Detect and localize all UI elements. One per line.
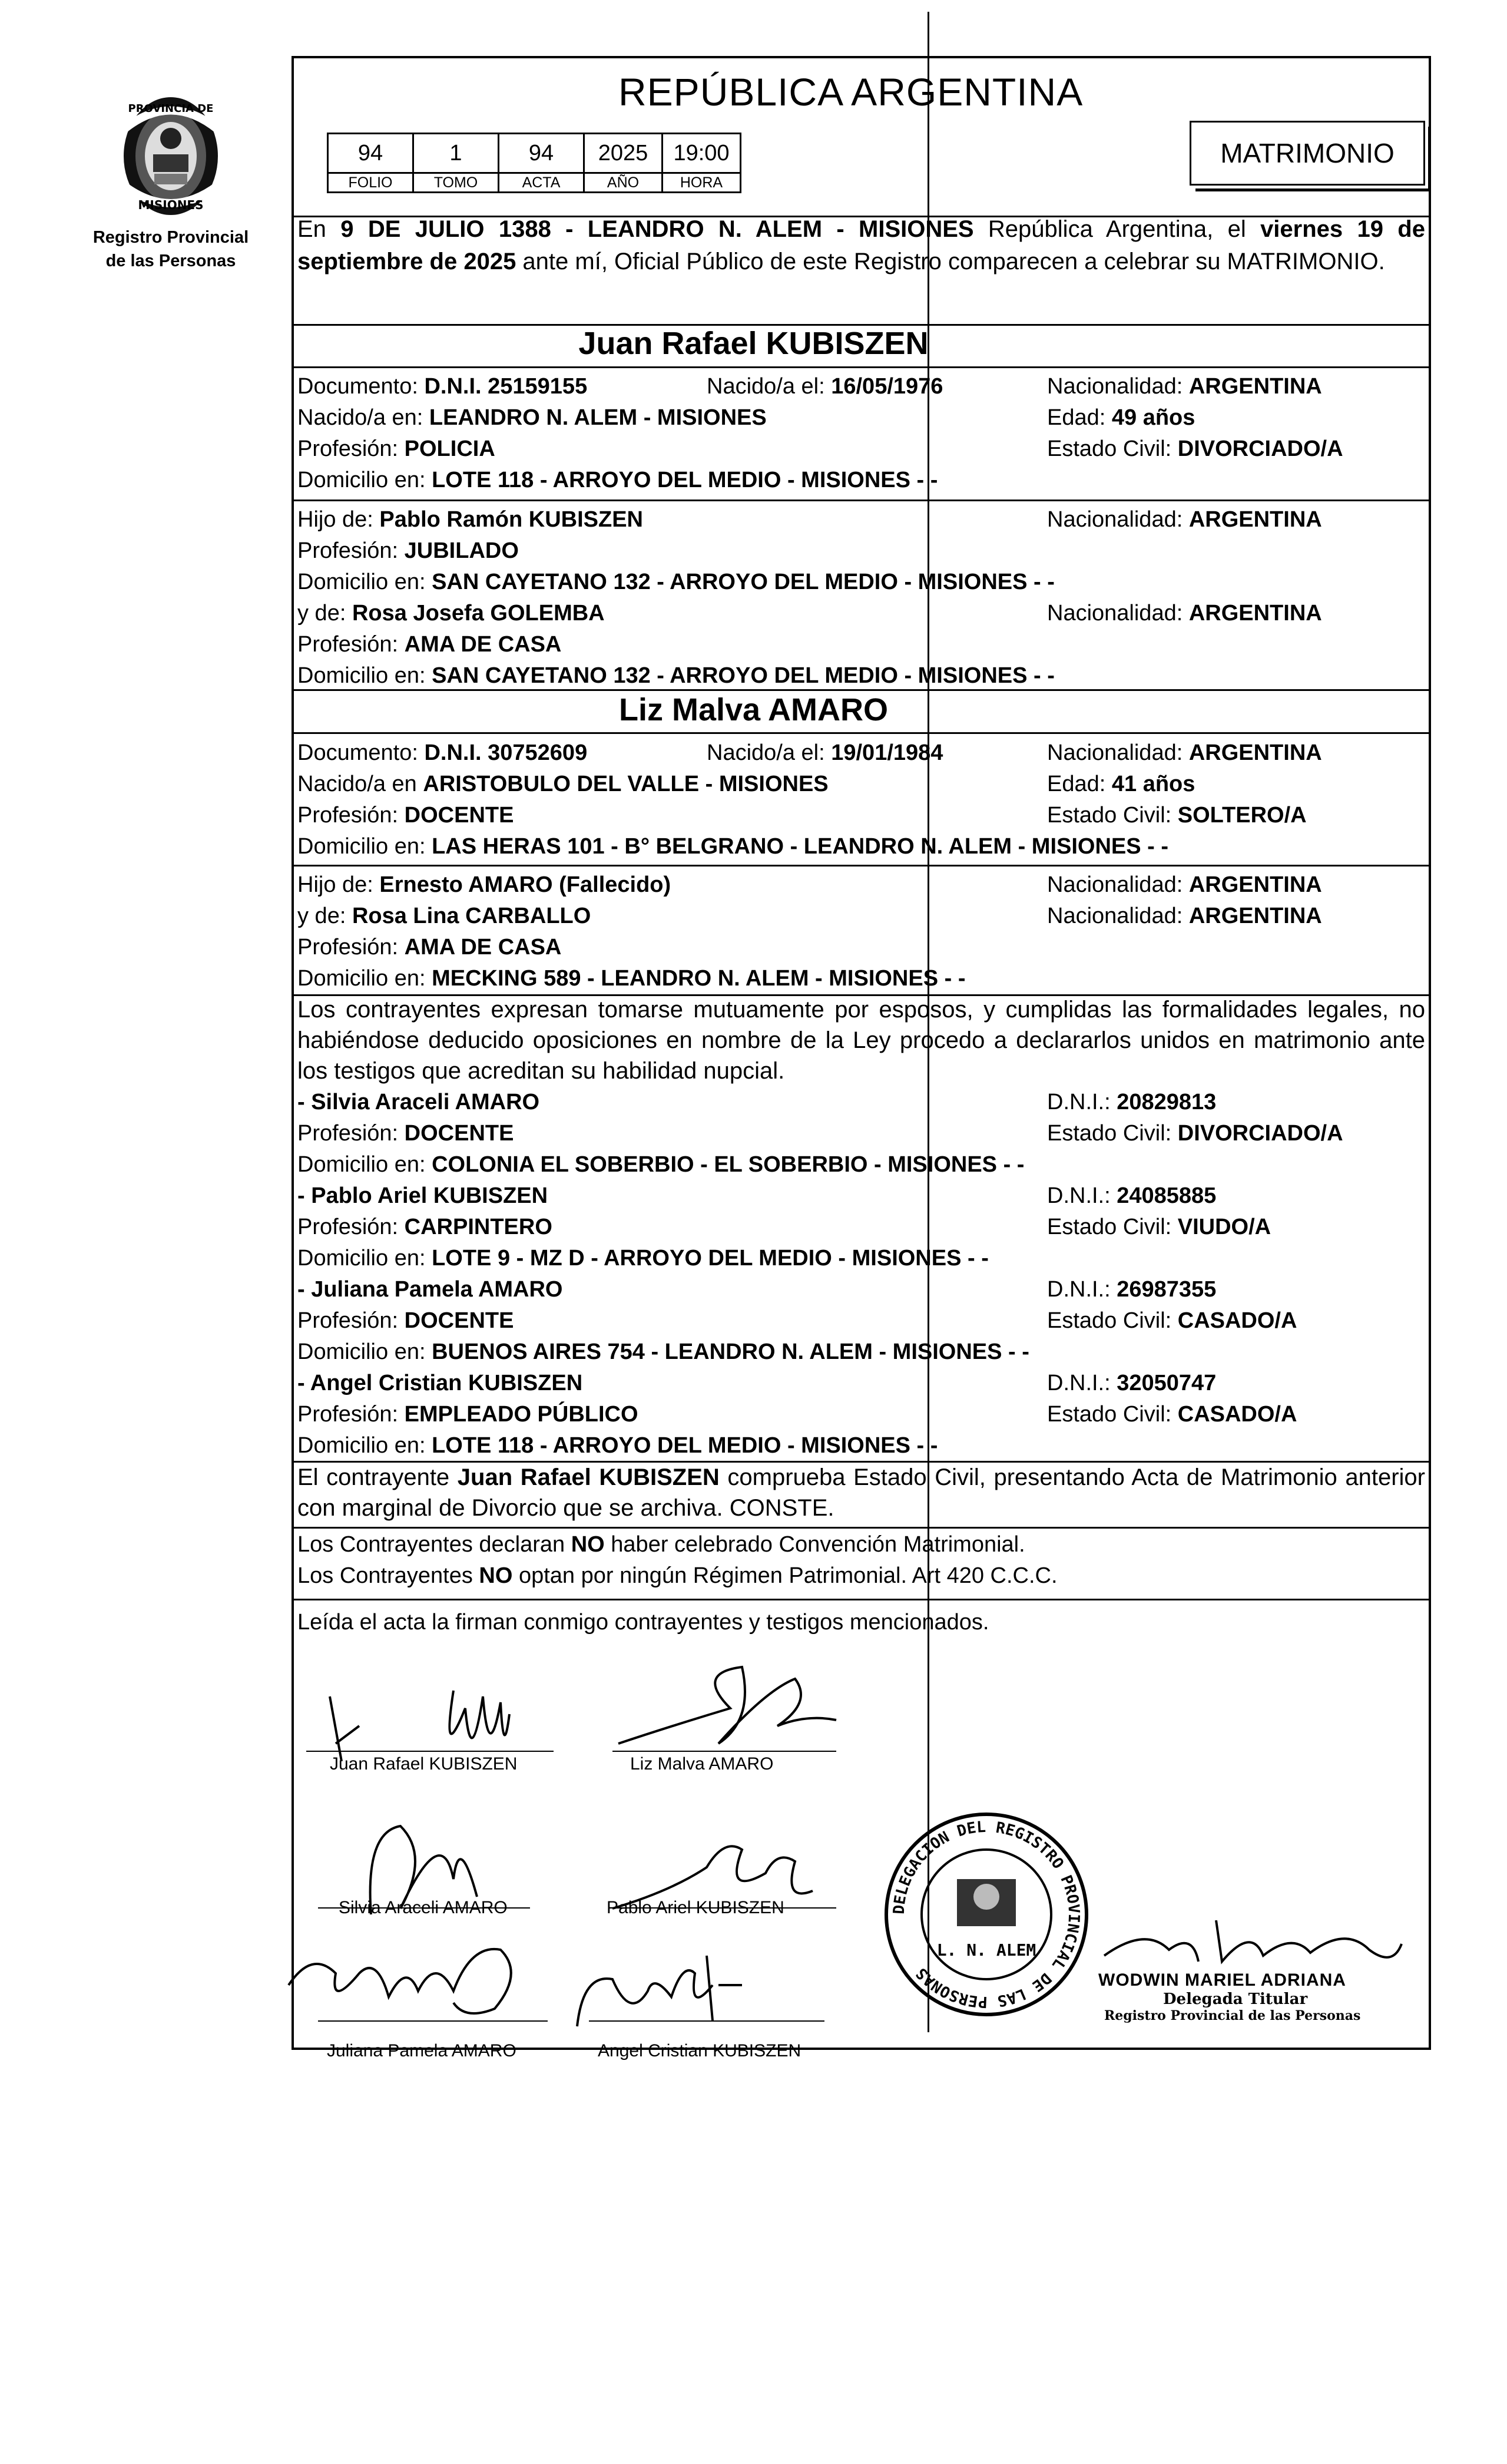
hora-value: 19:00	[663, 134, 741, 173]
registry-seal-icon	[880, 1808, 1092, 2020]
witness-3-profession: Profesión: DOCENTE	[297, 1308, 514, 1333]
witness-4-sign-label: Angel Cristian KUBISZEN	[598, 2041, 801, 2061]
registrar-name: WODWIN MARIEL ADRIANA	[1098, 1970, 1346, 1990]
tomo-value: 1	[413, 134, 499, 173]
groom-address: Domicilio en: LOTE 118 - ARROYO DEL MEDIO - MISIONES - -	[297, 468, 938, 492]
rule-closing	[292, 1599, 1431, 1600]
bride-father-nationality: Nacionalidad: ARGENTINA	[1047, 872, 1322, 897]
groom-mother: y de: Rosa Josefa GOLEMBA	[297, 601, 605, 626]
witness-2-name: - Pablo Ariel KUBISZEN	[297, 1183, 548, 1208]
witness-1-name: - Silvia Araceli AMARO	[297, 1090, 540, 1114]
registry-logo	[88, 88, 253, 271]
registrar-block	[1098, 1920, 1405, 2023]
tomo-label: TOMO	[413, 173, 499, 193]
witness-1-civil: Estado Civil: DIVORCIADO/A	[1047, 1121, 1343, 1146]
rule-regime	[292, 1527, 1431, 1529]
act-number-table	[327, 133, 741, 193]
witness-4-signature-icon	[565, 1938, 813, 2038]
acta-value: 94	[499, 134, 584, 173]
rule-bride-parents	[292, 865, 1431, 866]
bride-document: Documento: D.N.I. 30752609	[297, 740, 588, 765]
witness-2-profession: Profesión: CARPINTERO	[297, 1215, 552, 1239]
registrar-office: Registro Provincial de las Personas	[1104, 2008, 1361, 2023]
witness-1-sign-label: Silvia Araceli AMARO	[339, 1898, 508, 1917]
bride-name-title: Liz Malva AMARO	[618, 692, 889, 727]
witness-2-sign-label: Pablo Ariel KUBISZEN	[607, 1898, 784, 1917]
closing-statement: Leída el acta la firman conmigo contrayentes y testigos mencionados.	[297, 1610, 989, 1635]
groom-sign-line	[306, 1751, 554, 1752]
folio-value: 94	[328, 134, 413, 173]
act-type-box: MATRIMONIO	[1190, 121, 1425, 186]
witness-3-civil: Estado Civil: CASADO/A	[1047, 1308, 1297, 1333]
bride-birthplace: Nacido/a en ARISTOBULO DEL VALLE - MISIONES	[297, 772, 829, 796]
witness-2-dni: D.N.I.: 24085885	[1047, 1183, 1217, 1208]
groom-nationality: Nacionalidad: ARGENTINA	[1047, 374, 1322, 399]
witness-1-dni: D.N.I.: 20829813	[1047, 1090, 1217, 1114]
bride-nationality: Nacionalidad: ARGENTINA	[1047, 740, 1322, 765]
registrar-signature-icon	[1098, 1920, 1405, 1967]
bride-mother-profession: Profesión: AMA DE CASA	[297, 935, 562, 960]
convention-statement: Los Contrayentes declaran NO haber celebrado Convención Matrimonial.	[297, 1532, 1025, 1557]
declaration-paragraph: Los contrayentes expresan tomarse mutuamente por esposos, y cumplidas las formalidades legales, no habiéndose deducido oposiciones en nombre de la Ley procedo a declararlos unidos en matrimonio ante los testigos que acreditan su habilidad nupcial.	[297, 997, 1425, 1084]
bride-profession: Profesión: DOCENTE	[297, 803, 514, 828]
bride-address: Domicilio en: LAS HERAS 101 - B° BELGRANO - LEANDRO N. ALEM - MISIONES - -	[297, 834, 1169, 859]
svg-text:L. N. ALEM: L. N. ALEM	[936, 1940, 1036, 1960]
bride-sign-line	[612, 1751, 836, 1752]
bride-mother-nationality: Nacionalidad: ARGENTINA	[1047, 904, 1322, 928]
folio-label: FOLIO	[328, 173, 413, 193]
svg-text:PROVINCIA DE: PROVINCIA DE	[128, 102, 214, 115]
witness-3-address: Domicilio en: BUENOS AIRES 754 - LEANDRO N. ALEM - MISIONES - -	[297, 1340, 1029, 1364]
groom-birthdate: Nacido/a el: 16/05/1976	[707, 374, 943, 399]
witness-4-civil: Estado Civil: CASADO/A	[1047, 1402, 1297, 1427]
witness-2-civil: Estado Civil: VIUDO/A	[1047, 1215, 1271, 1239]
registrar-title: Delegada Titular	[1163, 1990, 1308, 2008]
bride-birthdate: Nacido/a el: 19/01/1984	[707, 740, 943, 765]
rule-bride-name	[292, 732, 1431, 734]
witness-4-address: Domicilio en: LOTE 118 - ARROYO DEL MEDIO - MISIONES - -	[297, 1433, 938, 1458]
intro-paragraph: En 9 DE JULIO 1388 - LEANDRO N. ALEM - MISIONES República Argentina, el viernes 19 de septiembre de 2025 ante mí, Oficial Público de este Registro comparecen a celebrar su MATRIMONIO.	[297, 216, 1425, 274]
bride-civil-status: Estado Civil: SOLTERO/A	[1047, 803, 1307, 828]
bride-mother: y de: Rosa Lina CARBALLO	[297, 904, 591, 928]
groom-document: Documento: D.N.I. 25159155	[297, 374, 588, 399]
witness-4-name: - Angel Cristian KUBISZEN	[297, 1371, 583, 1395]
witness-3-name: - Juliana Pamela AMARO	[297, 1277, 563, 1302]
groom-name-title: Juan Rafael KUBISZEN	[578, 326, 929, 361]
hora-label: HORA	[663, 173, 741, 193]
groom-age: Edad: 49 años	[1047, 405, 1195, 430]
bride-mother-address: Domicilio en: MECKING 589 - LEANDRO N. ALEM - MISIONES - -	[297, 966, 966, 991]
civil-status-note: El contrayente Juan Rafael KUBISZEN comprueba Estado Civil, presentando Acta de Matrimonio anterior con marginal de Divorcio que se archiva. CONSTE.	[297, 1464, 1425, 1521]
groom-father-address: Domicilio en: SAN CAYETANO 132 - ARROYO DEL MEDIO - MISIONES - -	[297, 570, 1055, 594]
witness-3-sign-line	[318, 2020, 548, 2022]
groom-father-profession: Profesión: JUBILADO	[297, 538, 519, 563]
rule-groom-name	[292, 366, 1431, 368]
logo-caption-1: Registro Provincial	[92, 228, 249, 247]
groom-profession: Profesión: POLICIA	[297, 436, 495, 461]
groom-mother-profession: Profesión: AMA DE CASA	[297, 632, 562, 657]
groom-mother-address: Domicilio en: SAN CAYETANO 132 - ARROYO DEL MEDIO - MISIONES - -	[297, 663, 1055, 688]
svg-text:DELEGACION DEL REGISTRO PROVIN: DELEGACION DEL REGISTRO PROVINCIAL DE LAS PERSONAS	[890, 1818, 1083, 2011]
witness-3-dni: D.N.I.: 26987355	[1047, 1277, 1217, 1302]
witness-1-profession: Profesión: DOCENTE	[297, 1121, 514, 1146]
groom-sign-label: Juan Rafael KUBISZEN	[330, 1754, 518, 1774]
province-emblem-icon	[112, 88, 230, 224]
witness-3-signature-icon	[277, 1926, 571, 2032]
bride-sign-label: Liz Malva AMARO	[630, 1754, 774, 1774]
bride-father: Hijo de: Ernesto AMARO (Fallecido)	[297, 872, 671, 897]
witness-1-address: Domicilio en: COLONIA EL SOBERBIO - EL SOBERBIO - MISIONES - -	[297, 1152, 1025, 1177]
groom-father: Hijo de: Pablo Ramón KUBISZEN	[297, 507, 644, 532]
witness-4-sign-line	[589, 2020, 824, 2022]
svg-text:MISIONES: MISIONES	[138, 198, 204, 212]
witness-2-address: Domicilio en: LOTE 9 - MZ D - ARROYO DEL MEDIO - MISIONES - -	[297, 1246, 989, 1271]
groom-civil-status: Estado Civil: DIVORCIADO/A	[1047, 436, 1343, 461]
groom-father-nationality: Nacionalidad: ARGENTINA	[1047, 507, 1322, 532]
witness-4-dni: D.N.I.: 32050747	[1047, 1371, 1217, 1395]
witness-3-sign-label: Juliana Pamela AMARO	[327, 2041, 516, 2061]
groom-birthplace: Nacido/a en: LEANDRO N. ALEM - MISIONES	[297, 405, 767, 430]
page-title: REPÚBLICA ARGENTINA	[618, 70, 1084, 114]
anio-value: 2025	[584, 134, 663, 173]
rule-bride	[292, 689, 1431, 691]
rule-groom-parents	[292, 500, 1431, 501]
groom-mother-nationality: Nacionalidad: ARGENTINA	[1047, 601, 1322, 626]
bride-age: Edad: 41 años	[1047, 772, 1195, 796]
witness-4-profession: Profesión: EMPLEADO PÚBLICO	[297, 1402, 638, 1427]
logo-caption-2: de las Personas	[105, 252, 236, 270]
regime-statement: Los Contrayentes NO optan por ningún Régimen Patrimonial. Art 420 C.C.C.	[297, 1563, 1058, 1588]
anio-label: AÑO	[584, 173, 663, 193]
acta-label: ACTA	[499, 173, 584, 193]
